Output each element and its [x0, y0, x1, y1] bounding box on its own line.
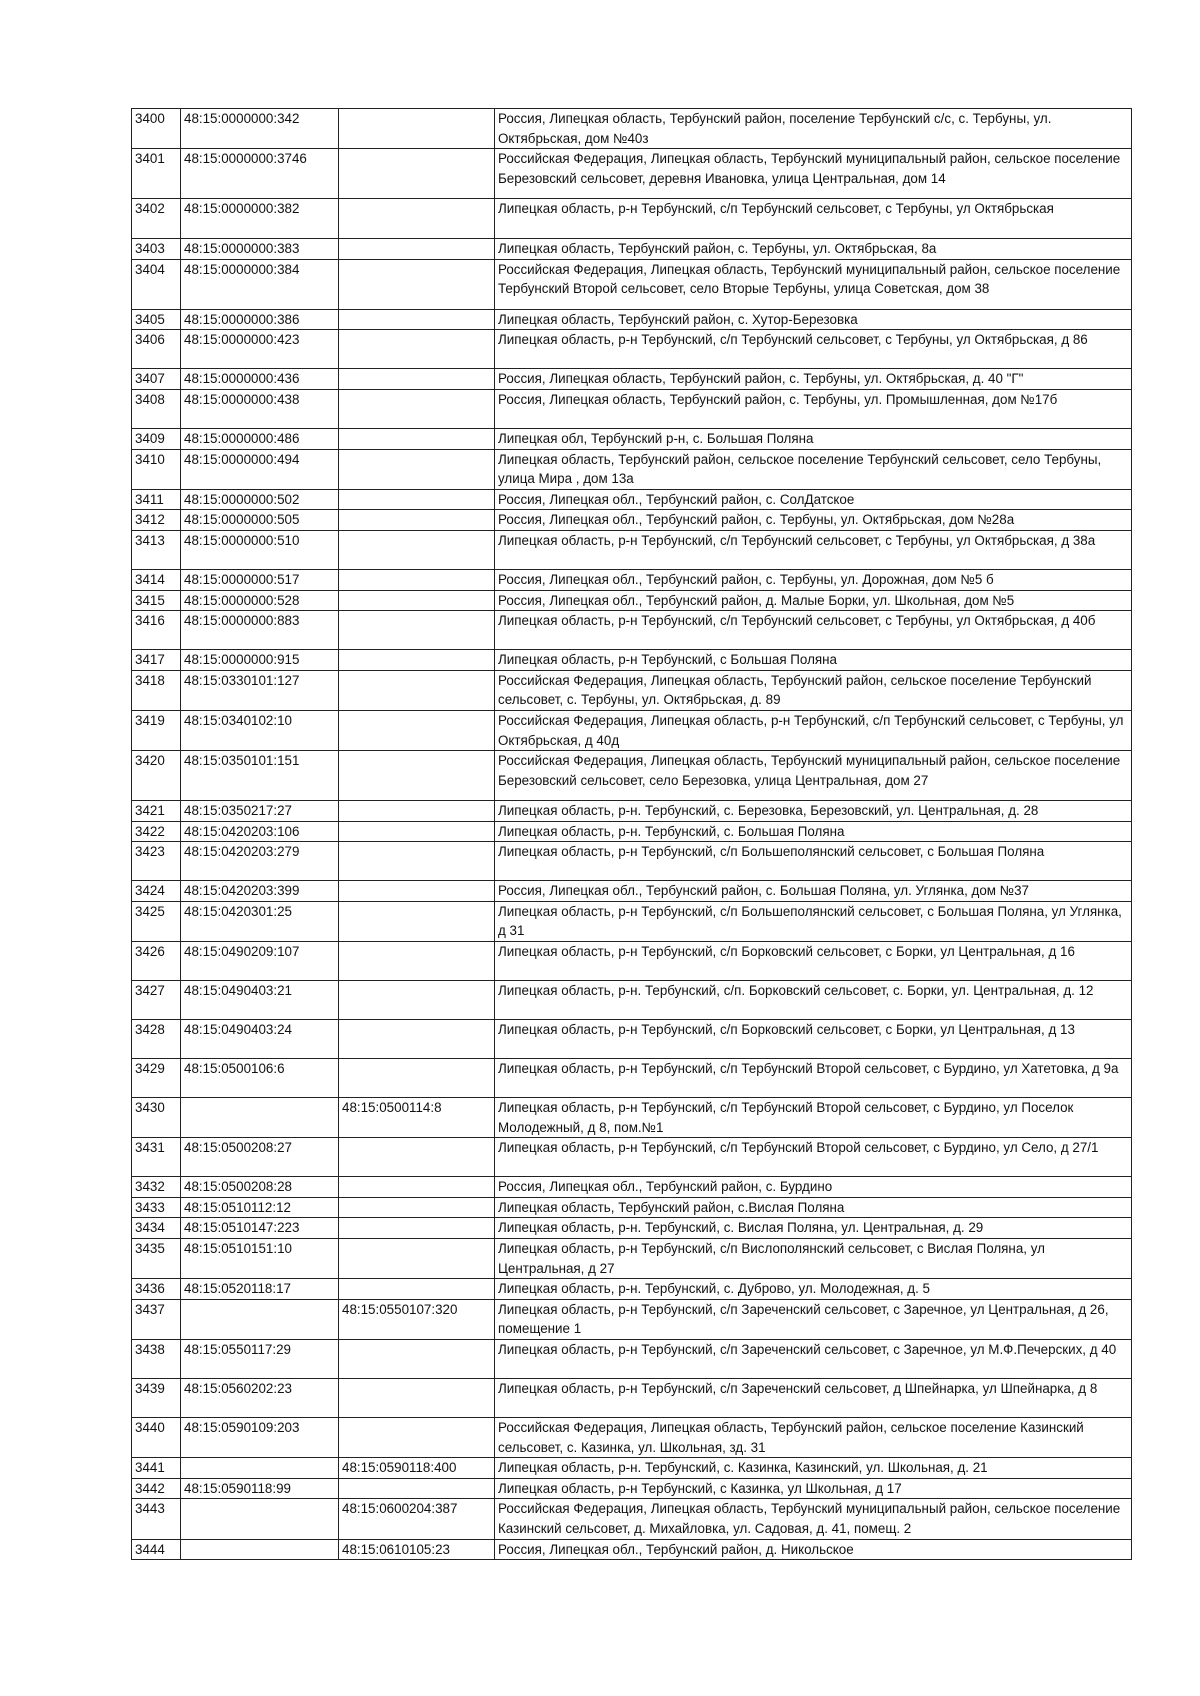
table-row: [132, 1539, 1132, 1560]
cadastral-number-cell: 48:15:0420301:25: [181, 901, 339, 941]
address-cell: Липецкая область, Тербунский район, с. Тербуны, ул. Октябрьская, 8а: [495, 239, 1132, 260]
cadastral-number-cell: 48:15:0000000:494: [181, 449, 339, 489]
table-row: [132, 1059, 1132, 1098]
cadastral-number-secondary-cell: [339, 239, 495, 260]
table-row: [132, 842, 1132, 881]
row-number-cell: 3411: [132, 489, 181, 510]
address-cell: Липецкая область, р-н. Тербунский, с/п. Борковский сельсовет, с. Борки, ул. Центральная, д. 12: [495, 981, 1132, 1020]
row-number-cell: 3435: [132, 1239, 181, 1279]
table-row: [132, 389, 1132, 428]
row-number-cell: 3416: [132, 611, 181, 650]
cadastral-number-cell: 48:15:0350217:27: [181, 801, 339, 822]
table-row: [132, 751, 1132, 801]
row-number-cell: 3412: [132, 510, 181, 531]
address-cell: Россия, Липецкая обл., Тербунский район, с. Тербуны, ул. Октябрьская, дом №28а: [495, 510, 1132, 531]
row-number-cell: 3418: [132, 670, 181, 710]
row-number-cell: 3406: [132, 330, 181, 369]
cadastral-number-secondary-cell: 48:15:0550107:320: [339, 1299, 495, 1339]
table-row: [132, 650, 1132, 671]
table-row: [132, 611, 1132, 650]
table-row: [132, 109, 1132, 149]
cadastral-number-cell: 48:15:0560202:23: [181, 1379, 339, 1418]
table-row: [132, 1340, 1132, 1379]
cadastral-number-cell: 48:15:0510151:10: [181, 1239, 339, 1279]
row-number-cell: 3400: [132, 109, 181, 149]
address-cell: Липецкая обл, Тербунский р-н, с. Большая Поляна: [495, 428, 1132, 449]
address-cell: Липецкая область, р-н Тербунский, с Казинка, ул Школьная, д 17: [495, 1478, 1132, 1499]
cadastral-number-secondary-cell: [339, 901, 495, 941]
cadastral-number-cell: 48:15:0000000:436: [181, 369, 339, 390]
table-row: [132, 449, 1132, 489]
row-number-cell: 3432: [132, 1177, 181, 1198]
address-cell: Липецкая область, р-н Тербунский, с/п Зареченский сельсовет, с Заречное, ул М.Ф.Печерских, д 40: [495, 1340, 1132, 1379]
table-row: [132, 259, 1132, 309]
cadastral-number-secondary-cell: [339, 1379, 495, 1418]
table-row: [132, 149, 1132, 199]
address-cell: Липецкая область, р-н Тербунский, с/п Тербунский Второй сельсовет, с Бурдино, ул Поселок Молодежный, д 8, пом.№1: [495, 1098, 1132, 1138]
row-number-cell: 3429: [132, 1059, 181, 1098]
row-number-cell: 3433: [132, 1197, 181, 1218]
row-number-cell: 3413: [132, 530, 181, 569]
cadastral-number-secondary-cell: [339, 881, 495, 902]
cadastral-number-cell: 48:15:0510147:223: [181, 1218, 339, 1239]
row-number-cell: 3423: [132, 842, 181, 881]
cadastral-number-secondary-cell: [339, 569, 495, 590]
address-cell: Россия, Липецкая область, Тербунский район, поселение Тербунский с/с, с. Тербуны, ул. Октябрьская, дом №40з: [495, 109, 1132, 149]
cadastral-number-secondary-cell: [339, 489, 495, 510]
row-number-cell: 3440: [132, 1418, 181, 1458]
address-cell: Липецкая область, р-н Тербунский, с/п Большеполянский сельсовет, с Большая Поляна, ул Углянка, д 31: [495, 901, 1132, 941]
table-row: [132, 1279, 1132, 1300]
row-number-cell: 3405: [132, 309, 181, 330]
cadastral-number-cell: 48:15:0000000:517: [181, 569, 339, 590]
cadastral-number-secondary-cell: [339, 428, 495, 449]
cadastral-number-secondary-cell: [339, 710, 495, 750]
address-cell: Липецкая область, р-н. Тербунский, с. Большая Поляна: [495, 821, 1132, 842]
table-row: [132, 569, 1132, 590]
cadastral-number-secondary-cell: [339, 821, 495, 842]
table-row: [132, 821, 1132, 842]
cadastral-number-secondary-cell: [339, 449, 495, 489]
cadastral-number-secondary-cell: [339, 1059, 495, 1098]
address-cell: Россия, Липецкая обл., Тербунский район, д. Никольское: [495, 1539, 1132, 1560]
address-cell: Липецкая область, р-н Тербунский, с/п Тербунский Второй сельсовет, с Бурдино, ул Село, д 27/1: [495, 1138, 1132, 1177]
cadastral-number-cell: 48:15:0000000:386: [181, 309, 339, 330]
cadastral-number-cell: 48:15:0520118:17: [181, 1279, 339, 1300]
cadastral-number-secondary-cell: [339, 1218, 495, 1239]
cadastral-number-secondary-cell: [339, 510, 495, 531]
cadastral-number-secondary-cell: [339, 530, 495, 569]
table-row: [132, 590, 1132, 611]
cadastral-number-secondary-cell: [339, 1197, 495, 1218]
cadastral-number-secondary-cell: [339, 611, 495, 650]
address-cell: Российская Федерация, Липецкая область, Тербунский район, сельское поселение Казинский сельсовет, с. Казинка, ул. Школьная, зд. 31: [495, 1418, 1132, 1458]
row-number-cell: 3431: [132, 1138, 181, 1177]
address-cell: Липецкая область, р-н Тербунский, с/п Тербунский сельсовет, с Тербуны, ул Октябрьская: [495, 199, 1132, 239]
cadastral-number-secondary-cell: [339, 751, 495, 801]
table-row: [132, 1177, 1132, 1198]
table-row: [132, 1197, 1132, 1218]
cadastral-number-cell: [181, 1458, 339, 1479]
cadastral-number-cell: 48:15:0550117:29: [181, 1340, 339, 1379]
cadastral-number-cell: 48:15:0000000:382: [181, 199, 339, 239]
row-number-cell: 3441: [132, 1458, 181, 1479]
cadastral-number-cell: 48:15:0500208:28: [181, 1177, 339, 1198]
cadastral-number-cell: 48:15:0350101:151: [181, 751, 339, 801]
cadastral-number-cell: 48:15:0000000:505: [181, 510, 339, 531]
cadastral-number-cell: 48:15:0500106:6: [181, 1059, 339, 1098]
address-cell: Липецкая область, р-н Тербунский, с/п Зареченский сельсовет, д Шпейнарка, ул Шпейнарка, д 8: [495, 1379, 1132, 1418]
table-row: [132, 1020, 1132, 1059]
address-cell: Липецкая область, Тербунский район, с.Вислая Поляна: [495, 1197, 1132, 1218]
cadastral-number-secondary-cell: 48:15:0500114:8: [339, 1098, 495, 1138]
cadastral-number-secondary-cell: [339, 650, 495, 671]
row-number-cell: 3415: [132, 590, 181, 611]
row-number-cell: 3439: [132, 1379, 181, 1418]
cadastral-number-secondary-cell: [339, 1279, 495, 1300]
table-row: [132, 981, 1132, 1020]
address-cell: Липецкая область, р-н Тербунский, с/п Тербунский сельсовет, с Тербуны, ул Октябрьская, д 40б: [495, 611, 1132, 650]
cadastral-number-secondary-cell: [339, 1418, 495, 1458]
address-cell: Липецкая область, р-н. Тербунский, с. Дуброво, ул. Молодежная, д. 5: [495, 1279, 1132, 1300]
table-row: [132, 199, 1132, 239]
row-number-cell: 3427: [132, 981, 181, 1020]
table-row: [132, 1098, 1132, 1138]
cadastral-number-secondary-cell: [339, 1138, 495, 1177]
row-number-cell: 3421: [132, 801, 181, 822]
address-cell: Россия, Липецкая обл., Тербунский район, с. Большая Поляна, ул. Углянка, дом №37: [495, 881, 1132, 902]
cadastral-number-secondary-cell: [339, 149, 495, 199]
address-cell: Липецкая область, р-н. Тербунский, с. Березовка, Березовский, ул. Центральная, д. 28: [495, 801, 1132, 822]
table-row: [132, 1218, 1132, 1239]
cadastral-number-cell: 48:15:0000000:383: [181, 239, 339, 260]
cadastral-number-cell: 48:15:0000000:502: [181, 489, 339, 510]
cadastral-number-secondary-cell: [339, 259, 495, 309]
table-row: [132, 530, 1132, 569]
row-number-cell: 3407: [132, 369, 181, 390]
row-number-cell: 3420: [132, 751, 181, 801]
table-row: [132, 309, 1132, 330]
address-cell: Липецкая область, Тербунский район, сельское поселение Тербунский сельсовет, село Тербуны, улица Мира , дом 13а: [495, 449, 1132, 489]
address-cell: Россия, Липецкая обл., Тербунский район, д. Малые Борки, ул. Школьная, дом №5: [495, 590, 1132, 611]
table-row: [132, 901, 1132, 941]
cadastral-number-secondary-cell: [339, 1020, 495, 1059]
property-register-body: [132, 109, 1132, 1560]
row-number-cell: 3414: [132, 569, 181, 590]
cadastral-number-cell: 48:15:0340102:10: [181, 710, 339, 750]
table-row: [132, 1379, 1132, 1418]
table-row: [132, 942, 1132, 981]
row-number-cell: 3437: [132, 1299, 181, 1339]
cadastral-number-secondary-cell: [339, 981, 495, 1020]
address-cell: Липецкая область, р-н Тербунский, с/п Зареченский сельсовет, с Заречное, ул Центральная, д 26, помещение 1: [495, 1299, 1132, 1339]
cadastral-number-cell: 48:15:0000000:423: [181, 330, 339, 369]
address-cell: Россия, Липецкая обл., Тербунский район, с. Бурдино: [495, 1177, 1132, 1198]
cadastral-number-secondary-cell: [339, 1340, 495, 1379]
address-cell: Российская Федерация, Липецкая область, Тербунский муниципальный район, сельское поселение Казинский сельсовет, д. Михайловка, ул. Садовая, д. 41, помещ. 2: [495, 1499, 1132, 1539]
address-cell: Липецкая область, р-н Тербунский, с/п Большеполянский сельсовет, с Большая Поляна: [495, 842, 1132, 881]
cadastral-number-secondary-cell: [339, 842, 495, 881]
cadastral-number-secondary-cell: 48:15:0590118:400: [339, 1458, 495, 1479]
cadastral-number-cell: 48:15:0000000:3746: [181, 149, 339, 199]
row-number-cell: 3428: [132, 1020, 181, 1059]
cadastral-number-cell: 48:15:0490209:107: [181, 942, 339, 981]
address-cell: Российская Федерация, Липецкая область, Тербунский муниципальный район, сельское поселение Березовский сельсовет, деревня Ивановка, улица Центральная, дом 14: [495, 149, 1132, 199]
cadastral-number-cell: 48:15:0490403:24: [181, 1020, 339, 1059]
table-row: [132, 1418, 1132, 1458]
address-cell: Российская Федерация, Липецкая область, Тербунский муниципальный район, сельское поселение Березовский сельсовет, село Березовка, улица Центральная, дом 27: [495, 751, 1132, 801]
address-cell: Липецкая область, р-н. Тербунский, с. Вислая Поляна, ул. Центральная, д. 29: [495, 1218, 1132, 1239]
cadastral-number-secondary-cell: [339, 942, 495, 981]
table-row: [132, 239, 1132, 260]
address-cell: Российская Федерация, Липецкая область, Тербунский муниципальный район, сельское поселение Тербунский Второй сельсовет, село Вторые Тербуны, улица Советская, дом 38: [495, 259, 1132, 309]
cadastral-number-secondary-cell: [339, 330, 495, 369]
table-row: [132, 710, 1132, 750]
cadastral-number-cell: 48:15:0330101:127: [181, 670, 339, 710]
cadastral-number-cell: 48:15:0490403:21: [181, 981, 339, 1020]
cadastral-number-cell: 48:15:0000000:438: [181, 389, 339, 428]
row-number-cell: 3430: [132, 1098, 181, 1138]
cadastral-number-secondary-cell: [339, 109, 495, 149]
address-cell: Россия, Липецкая область, Тербунский район, с. Тербуны, ул. Октябрьская, д. 40 "Г": [495, 369, 1132, 390]
row-number-cell: 3402: [132, 199, 181, 239]
cadastral-number-cell: 48:15:0510112:12: [181, 1197, 339, 1218]
address-cell: Липецкая область, р-н Тербунский, с/п Борковский сельсовет, с Борки, ул Центральная, д 13: [495, 1020, 1132, 1059]
cadastral-number-secondary-cell: 48:15:0600204:387: [339, 1499, 495, 1539]
address-cell: Липецкая область, р-н Тербунский, с/п Тербунский Второй сельсовет, с Бурдино, ул Хатетовка, д 9а: [495, 1059, 1132, 1098]
cadastral-number-cell: 48:15:0000000:510: [181, 530, 339, 569]
row-number-cell: 3401: [132, 149, 181, 199]
row-number-cell: 3404: [132, 259, 181, 309]
address-cell: Россия, Липецкая обл., Тербунский район, с. Тербуны, ул. Дорожная, дом №5 б: [495, 569, 1132, 590]
table-row: [132, 801, 1132, 822]
cadastral-number-cell: [181, 1098, 339, 1138]
table-row: [132, 510, 1132, 531]
row-number-cell: 3408: [132, 389, 181, 428]
row-number-cell: 3444: [132, 1539, 181, 1560]
cadastral-number-secondary-cell: [339, 1478, 495, 1499]
table-row: [132, 1478, 1132, 1499]
cadastral-number-cell: 48:15:0000000:342: [181, 109, 339, 149]
address-cell: Липецкая область, р-н. Тербунский, с. Казинка, Казинский, ул. Школьная, д. 21: [495, 1458, 1132, 1479]
row-number-cell: 3438: [132, 1340, 181, 1379]
row-number-cell: 3419: [132, 710, 181, 750]
address-cell: Российская Федерация, Липецкая область, р-н Тербунский, с/п Тербунский сельсовет, с Тербуны, ул Октябрьская, д 40д: [495, 710, 1132, 750]
table-row: [132, 1499, 1132, 1539]
cadastral-number-secondary-cell: [339, 670, 495, 710]
row-number-cell: 3417: [132, 650, 181, 671]
address-cell: Липецкая область, р-н Тербунский, с/п Тербунский сельсовет, с Тербуны, ул Октябрьская, д 38а: [495, 530, 1132, 569]
row-number-cell: 3443: [132, 1499, 181, 1539]
cadastral-number-cell: 48:15:0000000:528: [181, 590, 339, 611]
row-number-cell: 3410: [132, 449, 181, 489]
table-row: [132, 369, 1132, 390]
cadastral-number-secondary-cell: 48:15:0610105:23: [339, 1539, 495, 1560]
cadastral-number-secondary-cell: [339, 309, 495, 330]
row-number-cell: 3403: [132, 239, 181, 260]
cadastral-number-cell: 48:15:0000000:486: [181, 428, 339, 449]
cadastral-number-secondary-cell: [339, 1177, 495, 1198]
row-number-cell: 3434: [132, 1218, 181, 1239]
table-row: [132, 670, 1132, 710]
row-number-cell: 3409: [132, 428, 181, 449]
address-cell: Липецкая область, р-н Тербунский, с/п Тербунский сельсовет, с Тербуны, ул Октябрьская, д 86: [495, 330, 1132, 369]
address-cell: Российская Федерация, Липецкая область, Тербунский район, сельское поселение Тербунский сельсовет, с. Тербуны, ул. Октябрьская, д. 89: [495, 670, 1132, 710]
cadastral-number-secondary-cell: [339, 389, 495, 428]
address-cell: Липецкая область, Тербунский район, с. Хутор-Березовка: [495, 309, 1132, 330]
address-cell: Липецкая область, р-н Тербунский, с/п Вислополянский сельсовет, с Вислая Поляна, ул Центральная, д 27: [495, 1239, 1132, 1279]
cadastral-number-cell: 48:15:0590109:203: [181, 1418, 339, 1458]
cadastral-number-cell: 48:15:0420203:106: [181, 821, 339, 842]
cadastral-number-cell: 48:15:0420203:399: [181, 881, 339, 902]
row-number-cell: 3436: [132, 1279, 181, 1300]
cadastral-number-cell: 48:15:0000000:883: [181, 611, 339, 650]
table-row: [132, 881, 1132, 902]
table-row: [132, 489, 1132, 510]
table-row: [132, 1138, 1132, 1177]
cadastral-number-cell: 48:15:0500208:27: [181, 1138, 339, 1177]
cadastral-number-cell: 48:15:0000000:915: [181, 650, 339, 671]
table-row: [132, 330, 1132, 369]
cadastral-number-secondary-cell: [339, 801, 495, 822]
row-number-cell: 3422: [132, 821, 181, 842]
table-row: [132, 1299, 1132, 1339]
cadastral-number-secondary-cell: [339, 199, 495, 239]
table-row: [132, 428, 1132, 449]
cadastral-number-cell: [181, 1539, 339, 1560]
table-row: [132, 1458, 1132, 1479]
cadastral-number-secondary-cell: [339, 369, 495, 390]
cadastral-number-cell: 48:15:0590118:99: [181, 1478, 339, 1499]
cadastral-number-secondary-cell: [339, 1239, 495, 1279]
address-cell: Россия, Липецкая область, Тербунский район, с. Тербуны, ул. Промышленная, дом №17б: [495, 389, 1132, 428]
cadastral-number-cell: 48:15:0420203:279: [181, 842, 339, 881]
address-cell: Липецкая область, р-н Тербунский, с Большая Поляна: [495, 650, 1132, 671]
table-row: [132, 1239, 1132, 1279]
property-register-table: [131, 108, 1132, 1560]
address-cell: Россия, Липецкая обл., Тербунский район, с. СолДатское: [495, 489, 1132, 510]
cadastral-number-cell: [181, 1499, 339, 1539]
row-number-cell: 3425: [132, 901, 181, 941]
cadastral-number-secondary-cell: [339, 590, 495, 611]
row-number-cell: 3424: [132, 881, 181, 902]
cadastral-number-cell: [181, 1299, 339, 1339]
address-cell: Липецкая область, р-н Тербунский, с/п Борковский сельсовет, с Борки, ул Центральная, д 16: [495, 942, 1132, 981]
row-number-cell: 3426: [132, 942, 181, 981]
row-number-cell: 3442: [132, 1478, 181, 1499]
cadastral-number-cell: 48:15:0000000:384: [181, 259, 339, 309]
